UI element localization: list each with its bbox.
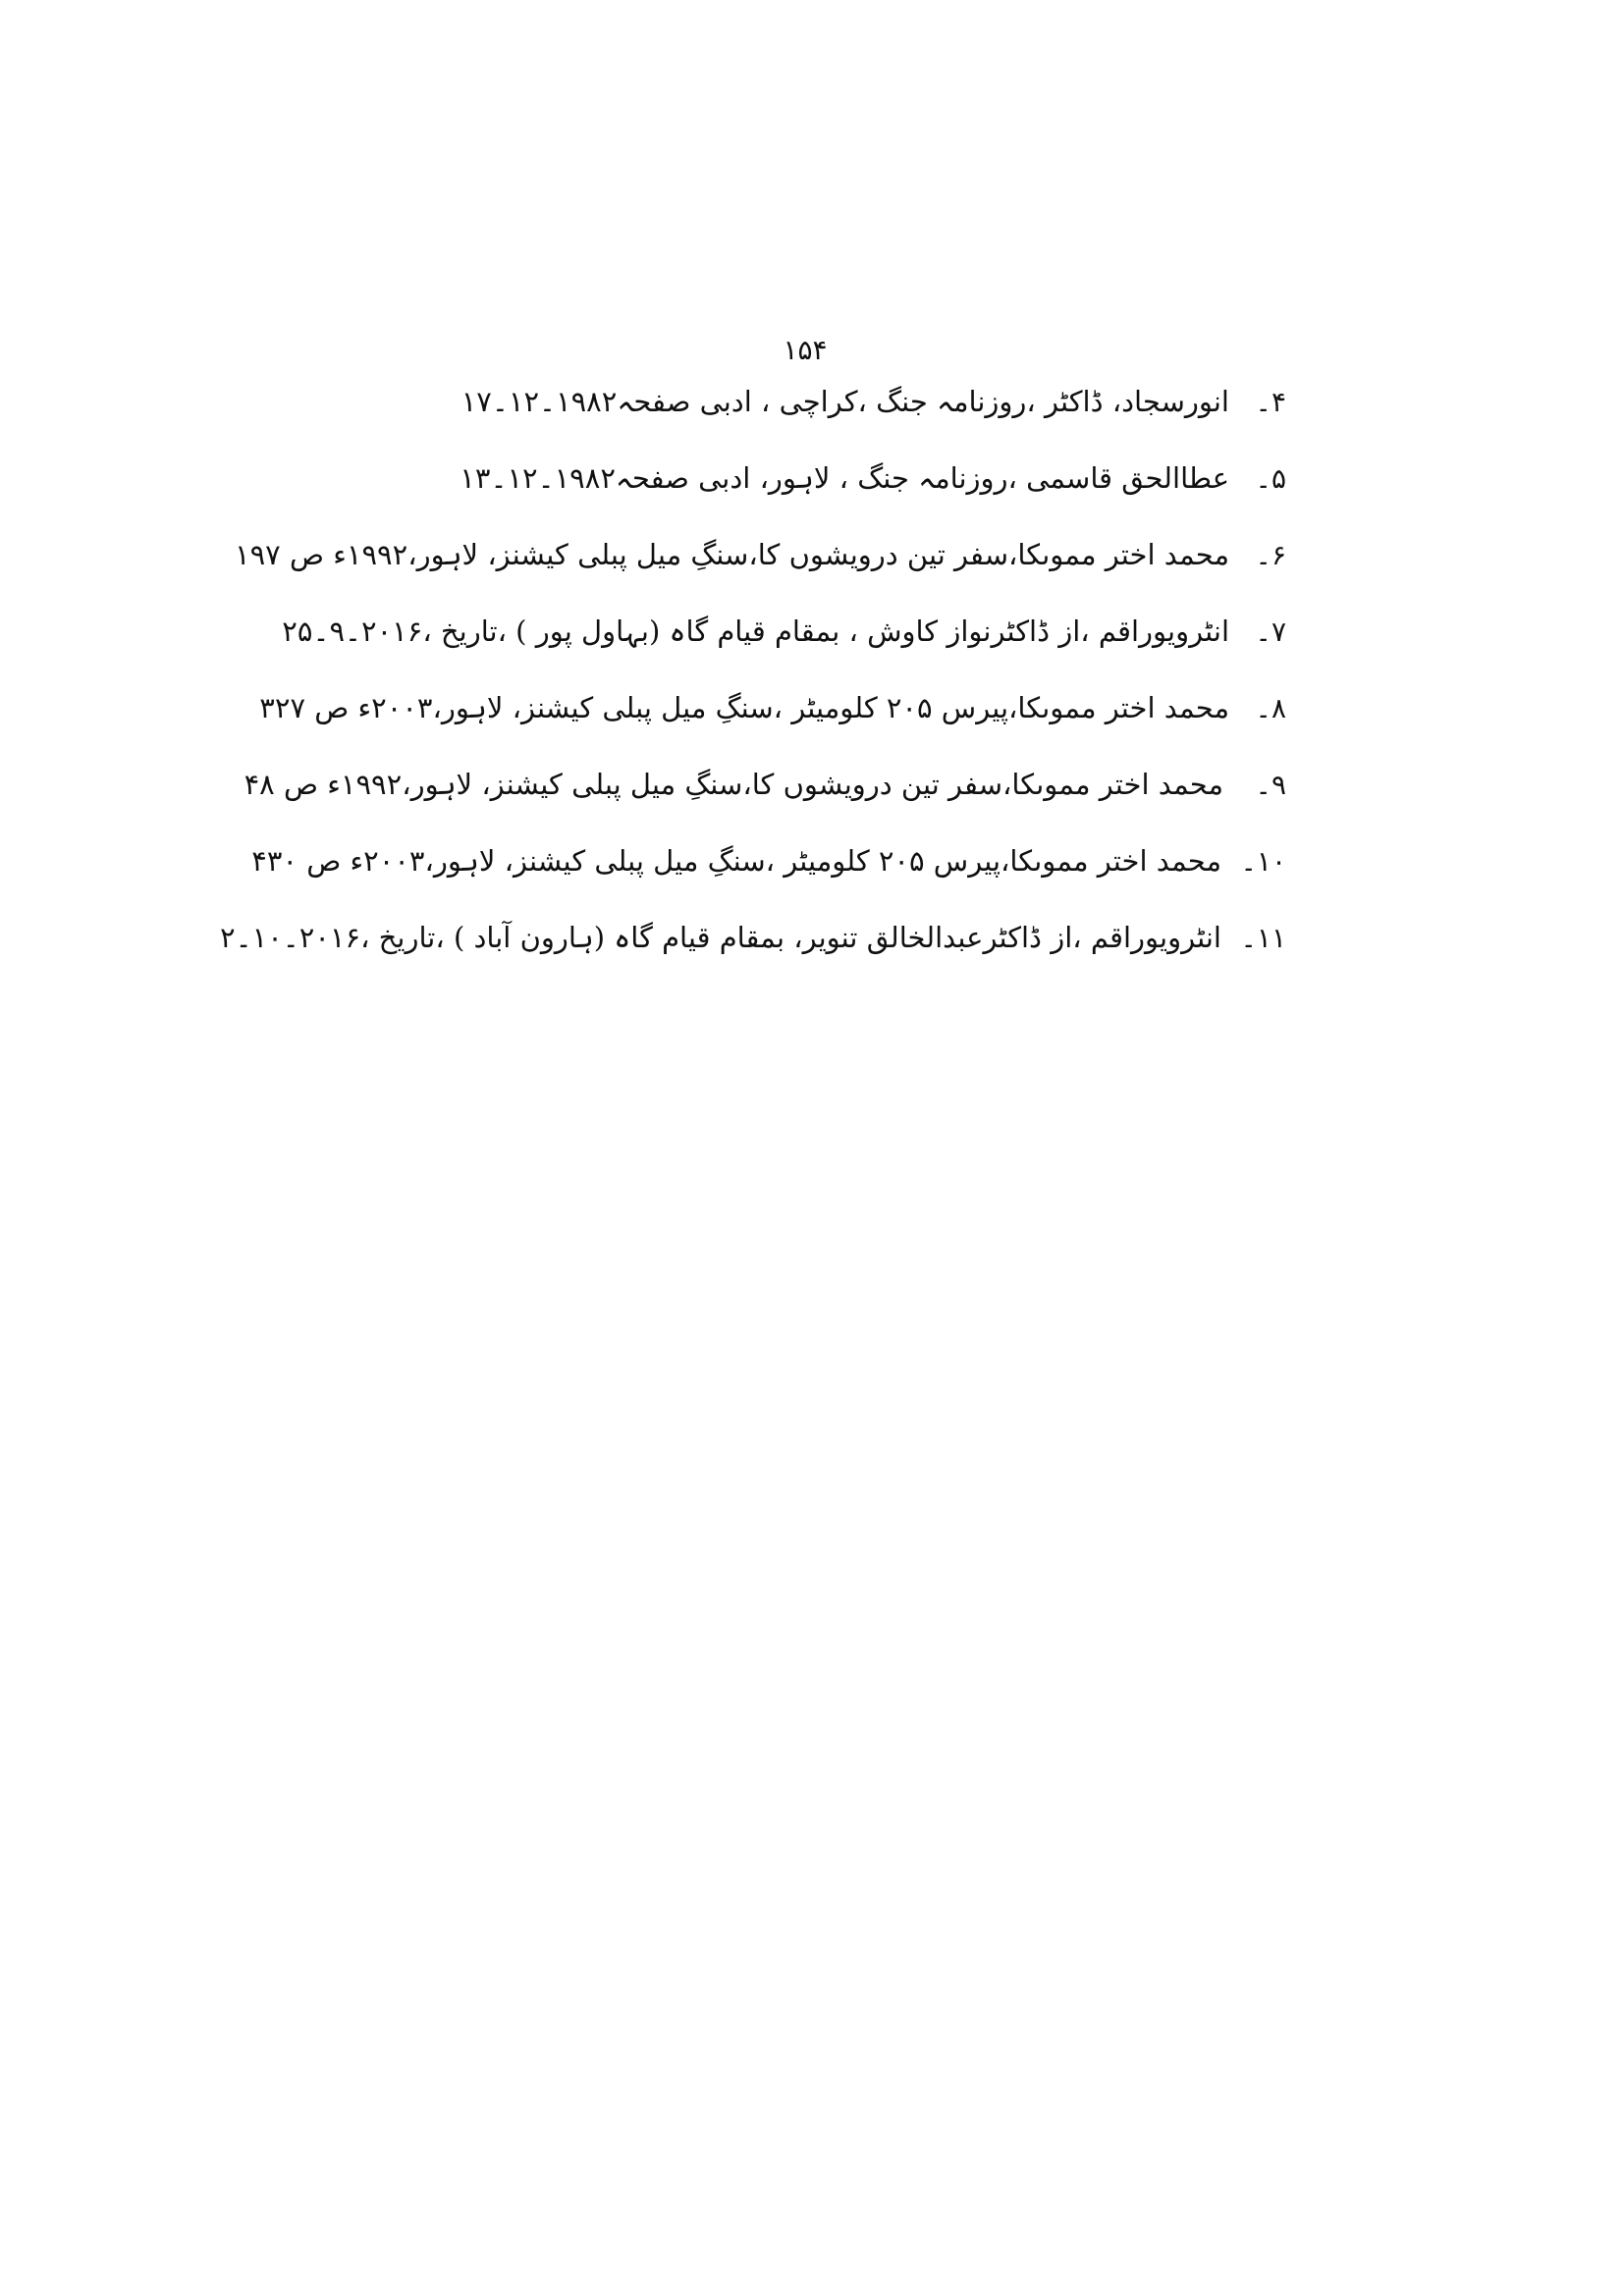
endnote-number: ۶۔ [1255, 539, 1286, 571]
page-number: ۱۵۴ [783, 334, 828, 366]
endnote-number: ۹۔ [1255, 769, 1286, 801]
endnote-number: ۷۔ [1255, 615, 1286, 648]
endnote-text: انورسجاد، ڈاکٹر ،روزنامہ جنگ ،کراچی ، ادبی صفحہ۱۹۸۲۔۱۲۔۱۷ [460, 385, 1229, 418]
endnote-number: ۸۔ [1255, 692, 1286, 724]
endnote-item [235, 538, 1286, 614]
endnote-text: عطاالحق قاسمی ،روزنامہ جنگ ، لاہور، ادبی صفحہ۱۹۸۲۔۱۲۔۱۳ [460, 461, 1229, 495]
endnote-text: محمد اختر مموںکا،پیرس ۲۰۵ کلومیٹر ،سنگِ میل پبلی کیشنز، لاہور،۲۰۰۳ء ص ۴۳۰ [251, 844, 1221, 878]
endnote-item [251, 844, 1286, 921]
endnote-item [460, 461, 1286, 538]
endnote-number: ۱۱۔ [1240, 922, 1286, 954]
endnote-text: محمد اختر مموںکا،سفر تین درویشوں کا،سنگِ میل پبلی کیشنز، لاہور،۱۹۹۲ء ص ۱۹۷ [235, 538, 1229, 571]
endnote-number: ۵۔ [1255, 462, 1286, 495]
endnote-text: محمد اختر مموںکا،پیرس ۲۰۵ کلومیٹر ،سنگِ میل پبلی کیشنز، لاہور،۲۰۰۳ء ص ۳۲۷ [259, 691, 1229, 724]
endnote-item [259, 691, 1286, 768]
endnote-text: انٹرویوراقم ،از ڈاکٹرنواز کاوش ، بمقام قیام گاہ (بہاول پور ) ،تاریخ ،۲۰۱۶۔۹۔۲۵ [282, 614, 1229, 648]
endnote-item [243, 768, 1286, 844]
endnote-text: محمد اختر مموںکا،سفر تین درویشوں کا،سنگِ میل پبلی کیشنز، لاہور،۱۹۹۲ء ص ۴۸ [243, 768, 1223, 801]
endnotes-list [220, 385, 1286, 997]
endnote-number: ۱۰۔ [1240, 845, 1286, 878]
endnote-text: انٹرویوراقم ،از ڈاکٹرعبدالخالق تنویر، بمقام قیام گاہ (ہارون آباد ) ،تاریخ ،۲۰۱۶۔۱۰۔۲ [220, 921, 1221, 954]
endnote-number: ۴۔ [1255, 386, 1286, 418]
endnote-item [460, 385, 1286, 461]
endnote-item [220, 921, 1286, 997]
endnote-item [282, 614, 1286, 691]
